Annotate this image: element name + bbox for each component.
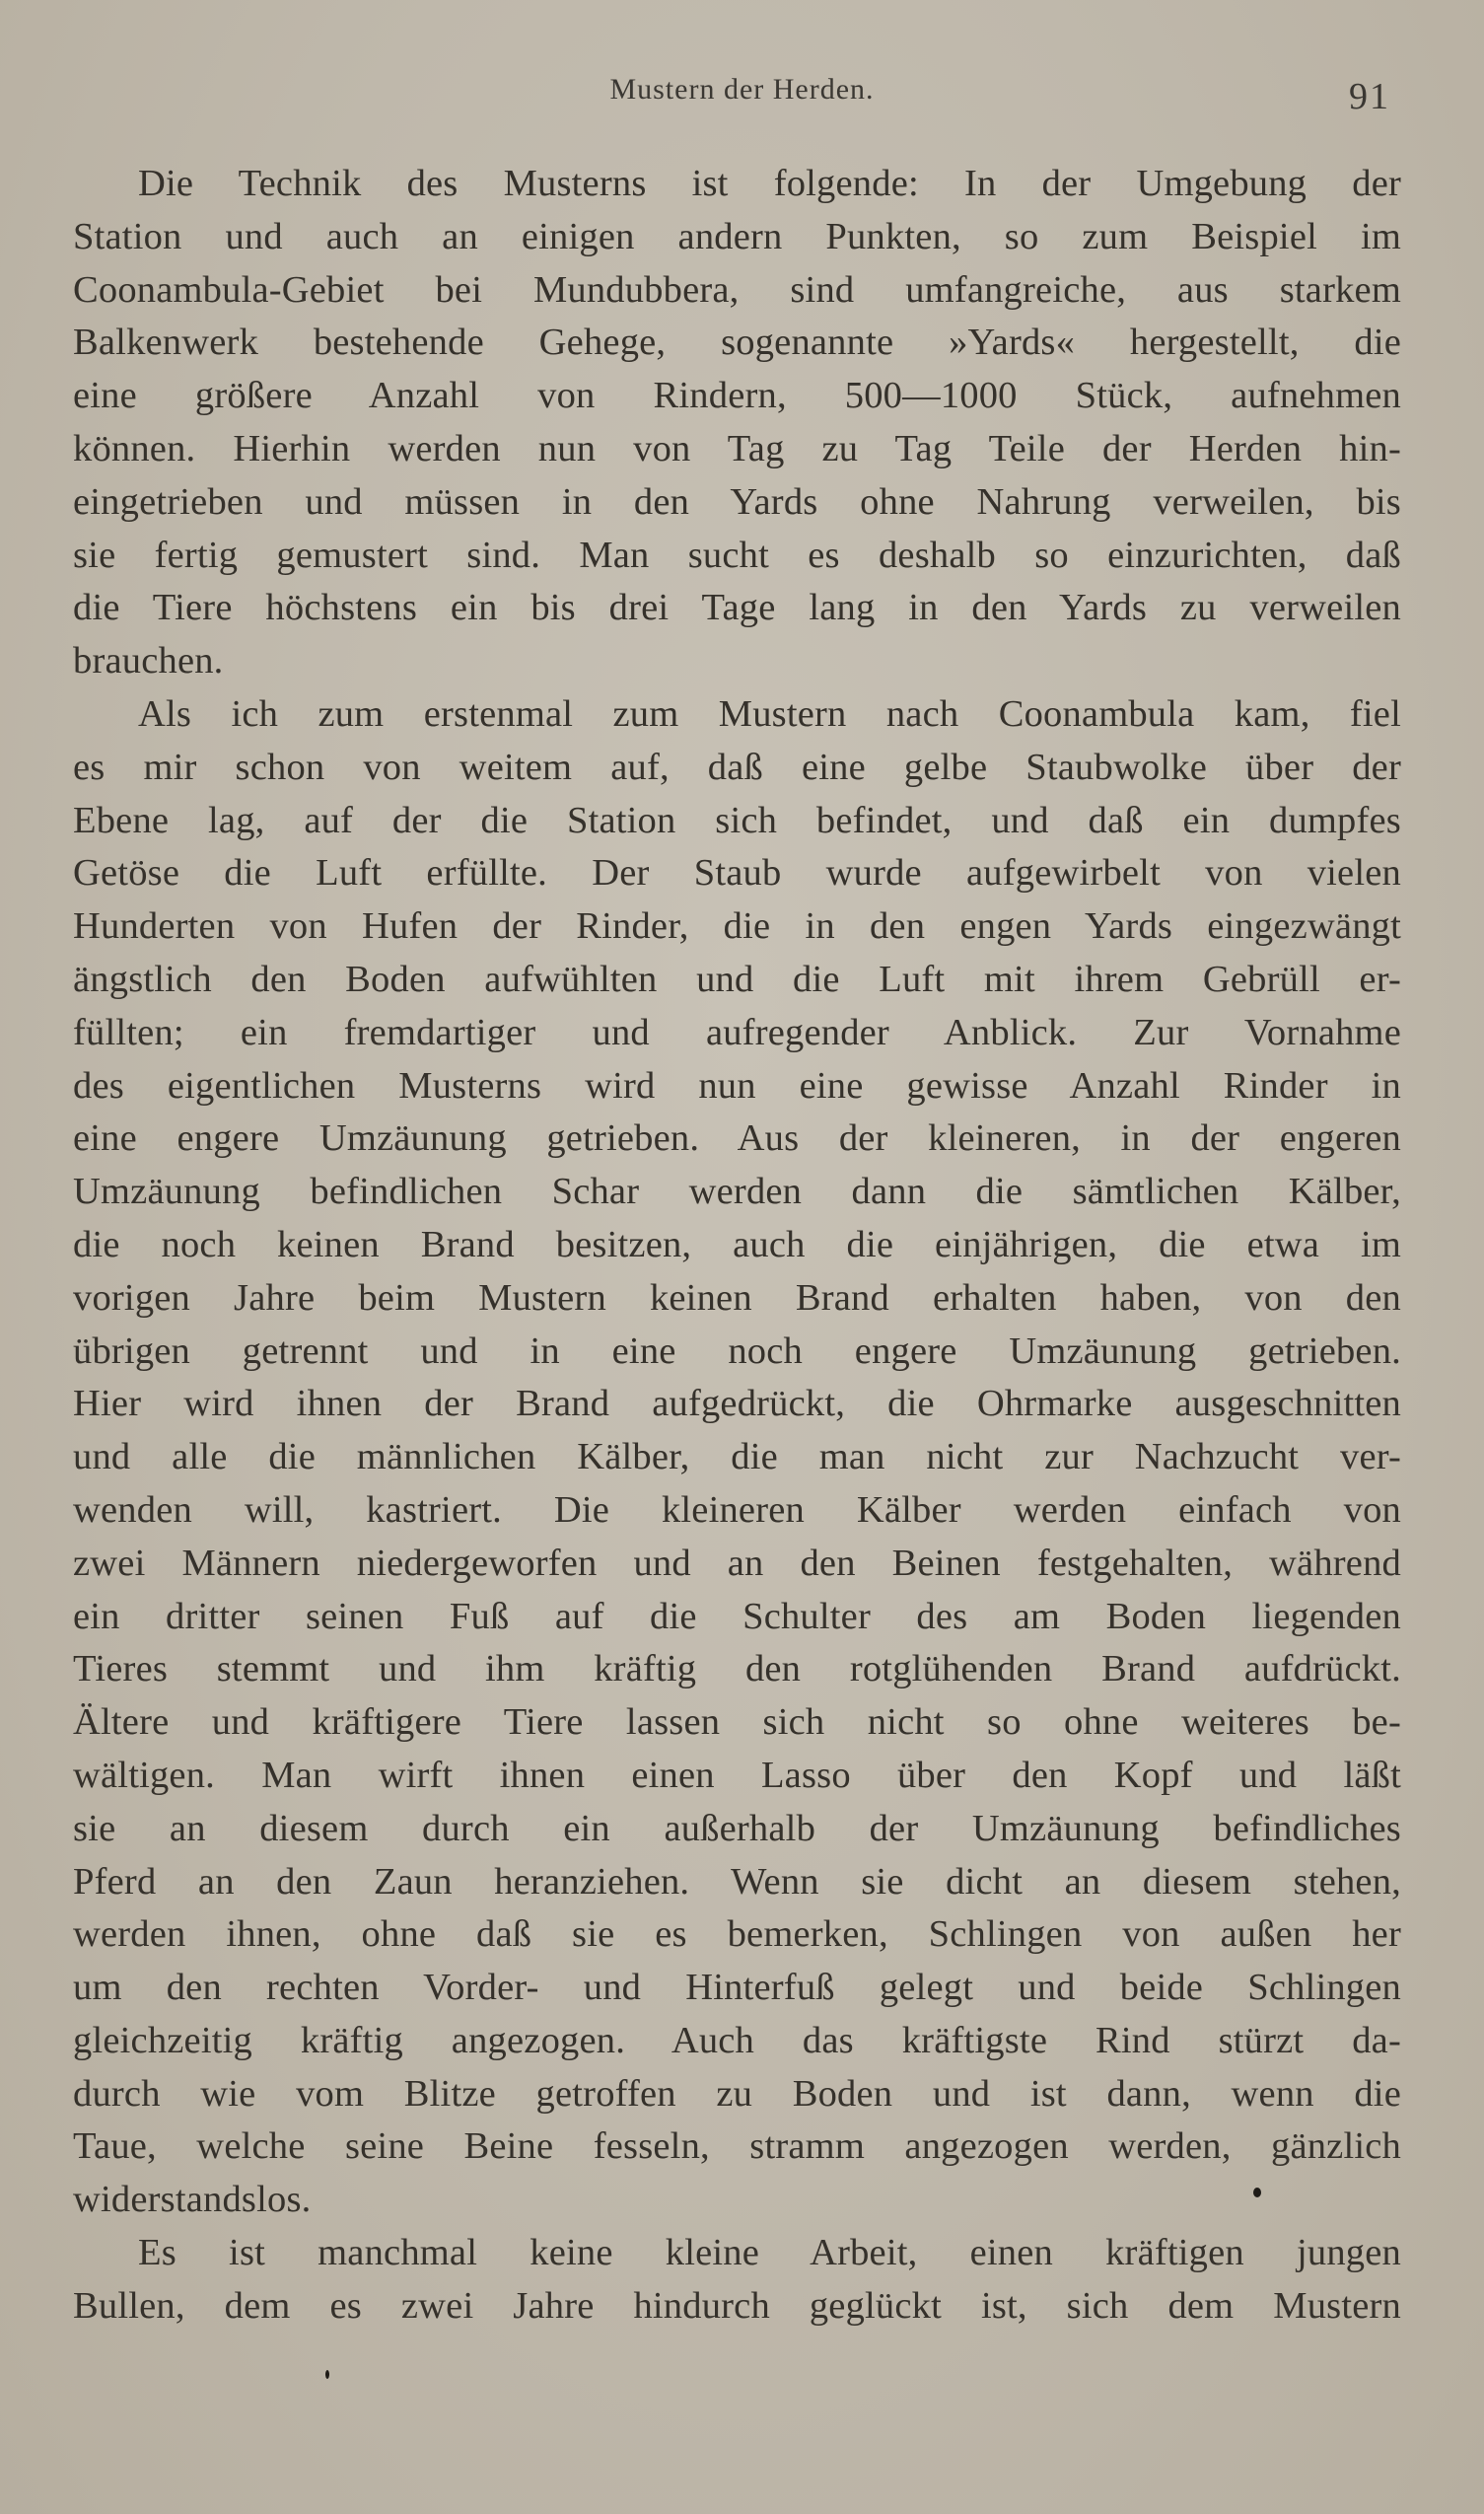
text-line: Getöse die Luft erfüllte. Der Staub wurde aufgewirbelt von vielen xyxy=(73,852,1401,895)
text-line: werden ihnen, ohne daß sie es bemerken, Schlingen von außen her xyxy=(73,1913,1401,1956)
paragraph-2 xyxy=(73,688,1401,2227)
ink-speck xyxy=(325,2370,329,2379)
text-line: eine größere Anzahl von Rindern, 500—1000 Stück, aufnehmen xyxy=(73,375,1401,417)
text-line: Hunderten von Hufen der Rinder, die in den engen Yards eingezwängt xyxy=(73,905,1401,948)
text-line: wenden will, kastriert. Die kleineren Kälber werden einfach von xyxy=(73,1488,1401,1531)
text-line: es mir schon von weitem auf, daß eine gelbe Staubwolke über der xyxy=(73,746,1401,788)
text-line: ängstlich den Boden aufwühlten und die Luft mit ihrem Gebrüll er- xyxy=(73,958,1401,1000)
text-line: ein dritter seinen Fuß auf die Schulter des am Boden liegenden xyxy=(73,1595,1401,1637)
paragraph-1 xyxy=(73,158,1401,688)
text-line: eingetrieben und müssen in den Yards ohne Nahrung verweilen, bis xyxy=(73,480,1401,523)
text-line: Ebene lag, auf der die Station sich befindet, und daß ein dumpfes xyxy=(73,799,1401,841)
text-line: Bullen, dem es zwei Jahre hindurch geglückt ist, sich dem Mustern xyxy=(73,2284,1401,2327)
text-line: Die Technik des Musterns ist folgende: In der Umgebung der xyxy=(138,163,1401,204)
text-line: Coonambula-Gebiet bei Mundubbera, sind umfangreiche, aus starkem xyxy=(73,268,1401,311)
ink-speck xyxy=(1253,2188,1261,2197)
text-line: Hier wird ihnen der Brand aufgedrückt, die Ohrmarke ausgeschnitten xyxy=(73,1383,1401,1425)
text-line: wältigen. Man wirft ihnen einen Lasso über den Kopf und läßt xyxy=(73,1754,1401,1796)
paragraph-3 xyxy=(73,2227,1401,2334)
text-line: Ältere und kräftigere Tiere lassen sich nicht so ohne weiteres be- xyxy=(73,1701,1401,1744)
page-number: 91 xyxy=(1349,76,1390,117)
text-line: füllten; ein fremdartiger und aufregender Anblick. Zur Vornahme xyxy=(73,1011,1401,1053)
text-line: zwei Männern niedergeworfen und an den Beinen festgehalten, während xyxy=(73,1542,1401,1584)
text-line: die noch keinen Brand besitzen, auch die einjährigen, die etwa im xyxy=(73,1223,1401,1265)
text-line: Balkenwerk bestehende Gehege, sogenannte »Yards« hergestellt, die xyxy=(73,322,1401,364)
text-line: durch wie vom Blitze getroffen zu Boden und ist dann, wenn die xyxy=(73,2072,1401,2115)
text-line: des eigentlichen Musterns wird nun eine gewisse Anzahl Rinder in xyxy=(73,1064,1401,1107)
text-line: und alle die männlichen Kälber, die man nicht zur Nachzucht ver- xyxy=(73,1436,1401,1478)
running-head: Mustern der Herden. xyxy=(609,73,875,106)
text-line: Es ist manchmal keine kleine Arbeit, einen kräftigen jungen xyxy=(138,2232,1401,2274)
text-line: um den rechten Vorder- und Hinterfuß gelegt und beide Schlingen xyxy=(73,1967,1401,2009)
text-line: Umzäunung befindlichen Schar werden dann die sämtlichen Kälber, xyxy=(73,1171,1401,1213)
text-line: übrigen getrennt und in eine noch engere Umzäunung getrieben. xyxy=(73,1329,1401,1372)
text-line: sie fertig gemustert sind. Man sucht es deshalb so einzurichten, daß xyxy=(73,534,1401,576)
text-line: die Tiere höchstens ein bis drei Tage lang in den Yards zu verweilen xyxy=(73,587,1401,629)
body-text xyxy=(73,158,1401,2334)
text-line: Taue, welche seine Beine fesseln, stramm angezogen werden, gänzlich xyxy=(73,2125,1401,2168)
text-line: Station und auch an einigen andern Punkten, so zum Beispiel im xyxy=(73,215,1401,257)
text-line: eine engere Umzäunung getrieben. Aus der kleineren, in der engeren xyxy=(73,1117,1401,1160)
text-line: sie an diesem durch ein außerhalb der Umzäunung befindliches xyxy=(73,1807,1401,1849)
text-line: können. Hierhin werden nun von Tag zu Tag Teile der Herden hin- xyxy=(73,427,1401,469)
text-line: Tieres stemmt und ihm kräftig den rotglühenden Brand aufdrückt. xyxy=(73,1648,1401,1690)
text-line: vorigen Jahre beim Mustern keinen Brand erhalten haben, von den xyxy=(73,1276,1401,1319)
text-line: Pferd an den Zaun heranziehen. Wenn sie dicht an diesem stehen, xyxy=(73,1860,1401,1903)
text-line: widerstandslos. xyxy=(73,2179,312,2221)
text-line: brauchen. xyxy=(73,640,224,682)
text-line: Als ich zum erstenmal zum Mustern nach Coonambula kam, fiel xyxy=(138,692,1401,735)
text-line: gleichzeitig kräftig angezogen. Auch das kräftigste Rind stürzt da- xyxy=(73,2019,1401,2061)
